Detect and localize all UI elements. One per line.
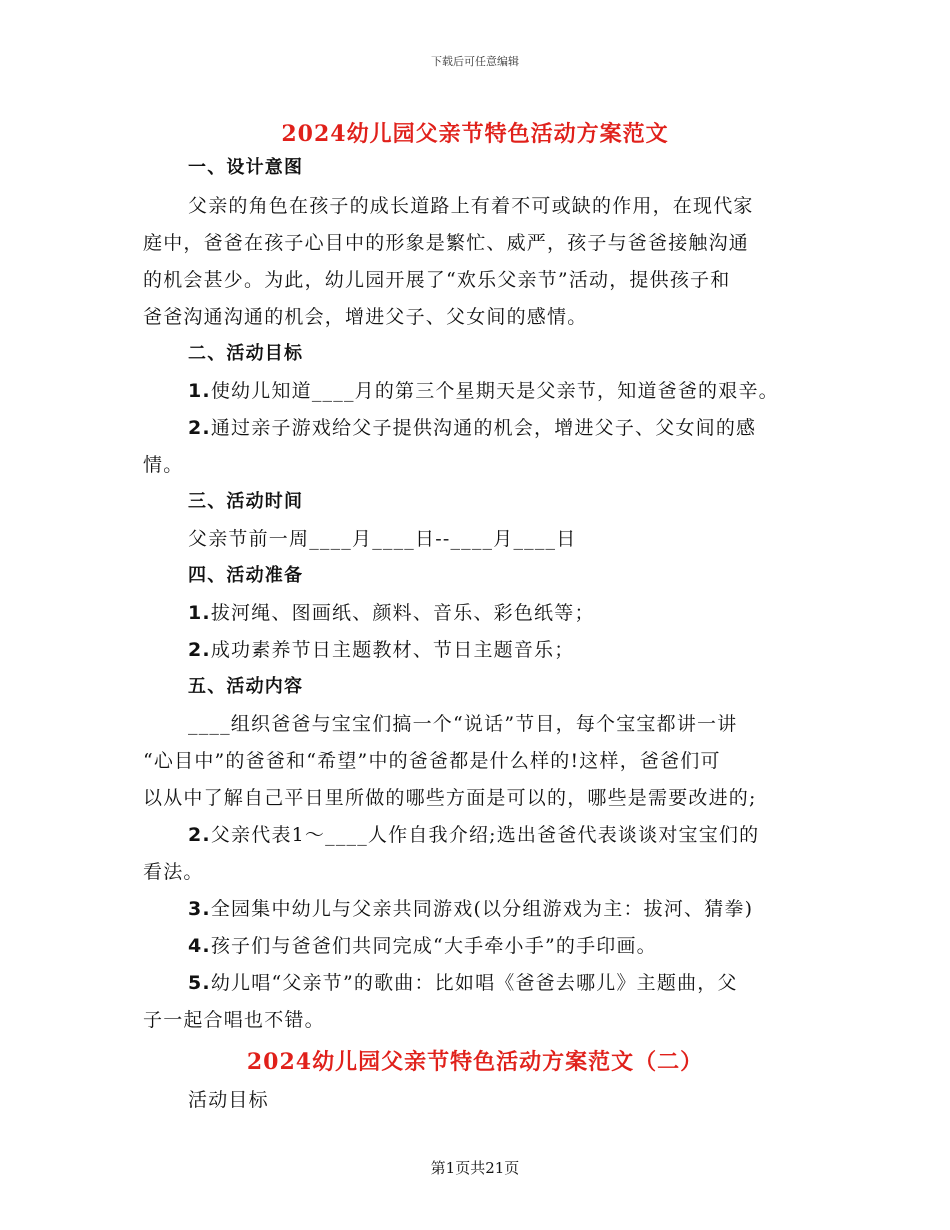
section-heading-activity-time: 三、活动时间: [188, 491, 304, 512]
list-item: [188, 933, 657, 959]
header-note: 下载后可任意编辑: [431, 55, 519, 68]
list-text: 父亲代表1～____人作自我介绍;选出爸爸代表谈谈对宝宝们的: [210, 824, 760, 846]
paragraph-line: 以从中了解自己平日里所做的哪些方面是可以的，哪些是需要改进的;: [143, 787, 757, 809]
list-item: [188, 600, 595, 626]
paragraph-line: 父亲的角色在孩子的成长道路上有着不可或缺的作用，在现代家: [188, 195, 754, 217]
document-title: 2024幼儿园父亲节特色活动方案范文: [281, 121, 669, 147]
list-text: 全园集中幼儿与父亲共同游戏(以分组游戏为主：拔河、猜拳): [210, 898, 754, 920]
list-item: [188, 822, 759, 848]
list-text: 幼儿唱“父亲节”的歌曲：比如唱《爸爸去哪儿》主题曲，父: [210, 972, 738, 994]
list-number: 1.: [188, 602, 211, 624]
list-number: 2.: [188, 417, 211, 439]
paragraph-line: 情。: [143, 454, 184, 476]
paragraph-line: 的机会甚少。为此，幼儿园开展了“欢乐父亲节”活动，提供孩子和: [143, 269, 731, 291]
list-text: 通过亲子游戏给父子提供沟通的机会，增进父子、父女间的感: [210, 417, 757, 439]
list-number: 3.: [188, 898, 211, 920]
list-text: 使幼儿知道____月的第三个星期天是父亲节，知道爸爸的艰辛。: [210, 380, 779, 402]
paragraph-line: 活动目标: [188, 1089, 269, 1111]
list-text: 孩子们与爸爸们共同完成“大手牵小手”的手印画。: [210, 935, 657, 957]
paragraph-line: “心目中”的爸爸和“希望”中的爸爸都是什么样的!这样，爸爸们可: [143, 750, 721, 772]
list-item: [188, 415, 756, 441]
list-number: 4.: [188, 935, 211, 957]
page-footer: 第1页共21页: [430, 1159, 520, 1177]
section-heading-activity-prep: 四、活动准备: [188, 565, 304, 586]
list-text: 拔河绳、图画纸、颜料、音乐、彩色纸等；: [210, 602, 595, 624]
list-number: 1.: [188, 380, 211, 402]
list-number: 2.: [188, 639, 211, 661]
section-heading-activity-goals: 二、活动目标: [188, 343, 304, 364]
paragraph-line: 庭中，爸爸在孩子心目中的形象是繁忙、威严，孩子与爸爸接触沟通: [143, 232, 750, 254]
list-number: 5.: [188, 972, 211, 994]
section-heading-activity-content: 五、活动内容: [188, 676, 304, 697]
list-item: [188, 378, 779, 404]
list-item: [188, 970, 738, 996]
paragraph-line: 爸爸沟通沟通的机会，增进父子、父女间的感情。: [143, 306, 588, 328]
list-number: 2.: [188, 824, 211, 846]
paragraph-line: 父亲节前一周____月____日--____月____日: [188, 528, 577, 550]
document-title-2: 2024幼儿园父亲节特色活动方案范文（二）: [246, 1049, 704, 1075]
list-item: [188, 637, 574, 663]
paragraph-line: 子一起合唱也不错。: [143, 1009, 325, 1031]
paragraph-line: ____组织爸爸与宝宝们搞一个“说话”节目，每个宝宝都讲一讲: [188, 713, 738, 735]
paragraph-line: 看法。: [143, 861, 204, 883]
list-text: 成功素养节日主题教材、节日主题音乐；: [210, 639, 575, 661]
section-heading-design-intent: 一、设计意图: [188, 157, 304, 178]
list-item: [188, 896, 753, 922]
